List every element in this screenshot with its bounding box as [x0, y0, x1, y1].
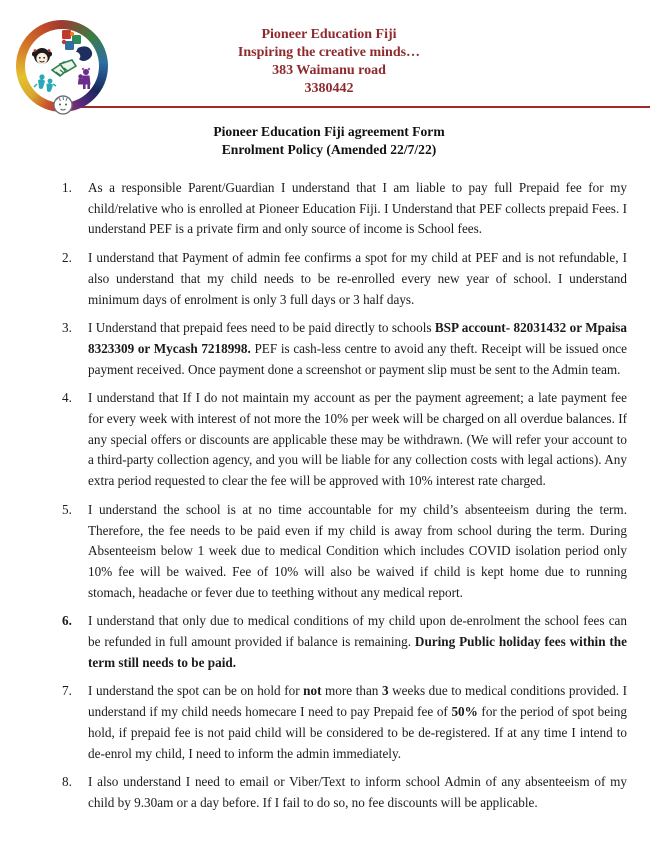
policy-item-number: 3.	[62, 320, 72, 336]
policy-item	[62, 772, 627, 813]
policy-item-number: 1.	[62, 180, 72, 195]
policy-item	[62, 248, 627, 310]
parent-child-icon	[78, 68, 91, 89]
policy-text-bold-segment: 50%	[451, 704, 478, 720]
policy-list	[0, 178, 658, 814]
org-phone: 3380442	[304, 81, 354, 96]
policy-item-text	[88, 613, 627, 669]
policy-text-segment: I understand that Payment of admin fee confirms a spot for my child at PEF and is not refundable, I also understand that my child needs to be re-enrolled every new year of school. I understand minimum days of enrolment is only 3 full days or 3 half days.	[88, 250, 627, 307]
policy-item	[62, 388, 627, 492]
org-tagline: Inspiring the creative minds…	[237, 45, 421, 60]
sloth-icon	[76, 46, 92, 61]
policy-item-text	[88, 250, 627, 306]
letterhead-divider	[80, 106, 650, 108]
policy-item-number: 8.	[62, 774, 72, 790]
policy-text-bold-segment: During Public holiday fees within the term still needs to be paid.	[88, 634, 627, 670]
handshake-icon	[52, 60, 76, 76]
policy-text-bold-segment: BSP account- 82031432 or Mpaisa 8323309 or Mycash 7218998.	[88, 320, 627, 356]
policy-text-segment: As a responsible Parent/Guardian I understand that I am liable to pay full Prepaid fee for my child/relative who is enrolled at Pioneer Education Fiji. I Understand that PEF collects prepaid Fees. I understand PEF is a private firm and only source of income is School fees.	[88, 180, 627, 237]
policy-item	[62, 681, 627, 764]
policy-item-number: 6.	[62, 613, 72, 629]
policy-text-segment: PEF is cash-less centre to avoid any theft. Receipt will be issued once payment received. Once payment done a screenshot or payment slip must be sent to the Admin team.	[88, 340, 628, 377]
document-title	[0, 123, 658, 159]
policy-item	[62, 318, 627, 380]
policy-item-text	[88, 180, 627, 236]
policy-text-bold-segment: 3	[381, 683, 389, 699]
boy-face-icon	[54, 96, 72, 114]
puzzle-pieces-icon	[62, 30, 81, 50]
policy-item-number: 7.	[62, 683, 72, 699]
document-title-line2: Enrolment Policy (Amended 22/7/22)	[221, 142, 437, 157]
pioneer-education-fiji-logo	[12, 14, 116, 116]
document-title-line1: Pioneer Education Fiji agreement Form	[213, 124, 445, 139]
policy-text-segment: for the period of spot being hold, if prepaid fee is not paid child will be considered to be de-registered. If at any time I intend to de-enrol my child, I need to inform the admin immediately.	[88, 704, 627, 761]
policy-text-segment: I understand that only due to medical conditions of my child upon de-enrolment the school fees can be refunded in full amount provided if balance is remaining.	[88, 613, 627, 650]
policy-text-segment: weeks due to medical conditions provided. I understand if my child needs homecare I need to pay Prepaid fee of	[88, 683, 627, 720]
org-name: Pioneer Education Fiji	[261, 27, 397, 42]
policy-item-number: 5.	[62, 501, 72, 517]
policy-item-text	[88, 502, 627, 600]
org-address: 383 Waimanu road	[272, 63, 386, 78]
policy-item-number: 4.	[62, 390, 72, 406]
policy-item	[62, 611, 627, 673]
policy-item-text	[88, 390, 627, 488]
policy-text-segment: I understand that If I do not maintain my account as per the payment agreement; a late payment fee for every week with interest of not more the 10% per week will be charged on all overdue balances. If any special offers or discounts are applicable these may be withdrawn. (We will refer your account to a third-party collection agency, and you will be liable for any collection costs with legal actions). Any extra period requested to clear the fee will be approved with 10% interest rate charged.	[88, 390, 627, 489]
policy-text-bold-segment: not	[303, 683, 322, 699]
policy-text-segment: I Understand that prepaid fees need to be paid directly to schools	[88, 320, 435, 336]
policy-item-number: 2.	[62, 250, 72, 266]
policy-text-segment: more than	[321, 683, 382, 699]
dancing-children-icon	[34, 74, 56, 92]
policy-item	[62, 178, 627, 240]
policy-item-text	[88, 774, 627, 810]
girl-face-icon	[32, 48, 52, 64]
policy-text-segment: I understand the spot can be on hold for	[88, 683, 304, 699]
policy-item-text	[88, 320, 627, 376]
policy-item	[62, 500, 627, 604]
logo-glyphs	[12, 14, 116, 118]
policy-text-segment: I also understand I need to email or Viber/Text to inform school Admin of any absenteeism of my child by 9.30am or a day before. If I fail to do so, no fee discounts will be applicable.	[88, 774, 627, 810]
policy-item-text	[88, 683, 627, 760]
policy-text-segment: I understand the school is at no time accountable for my child’s absenteeism during the term. Therefore, the fee needs to be paid even if my child is away from school during the term. During Absenteeism below 1 week due to medical Condition which includes COVID isolation period only 10% fee will be waived. Fee of 10% will also be waived if child is kept home due to running stomach, headache or fever due to teething without any medical report.	[88, 501, 627, 600]
